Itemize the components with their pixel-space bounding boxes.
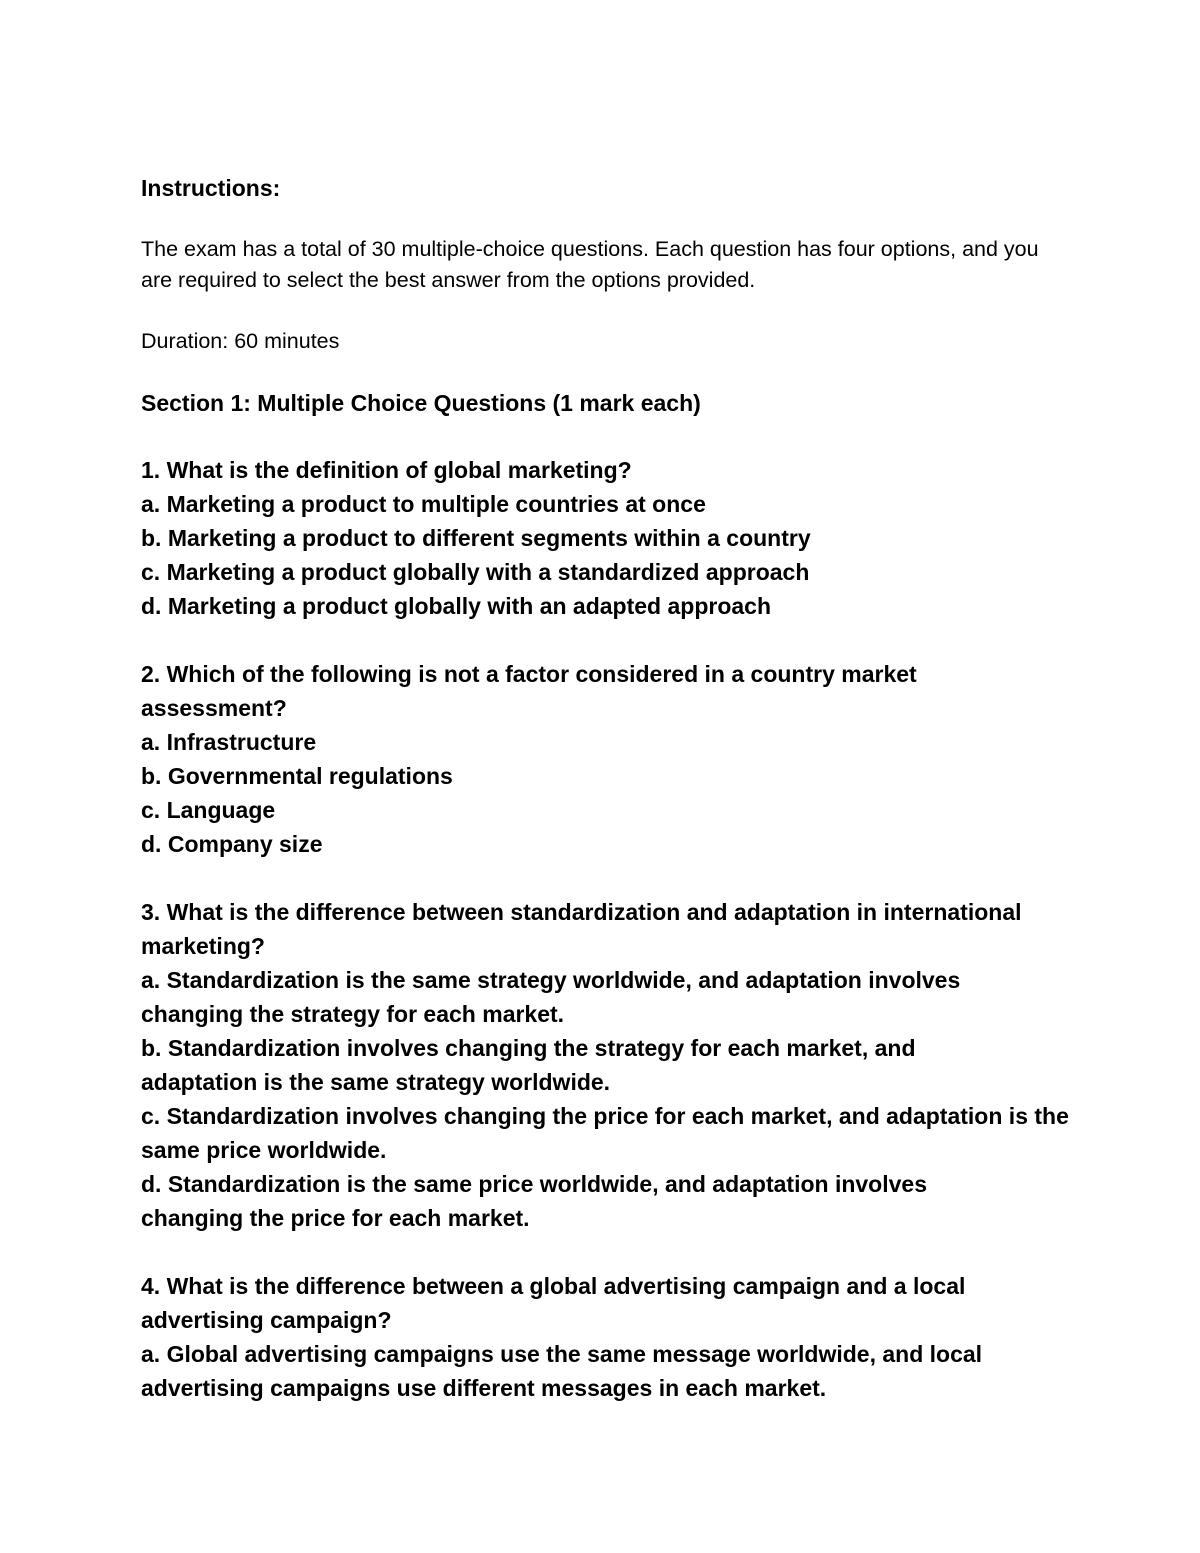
option-a: a. Marketing a product to multiple countries at once: [141, 491, 706, 517]
section-title: Section 1: Multiple Choice Questions (1 mark each): [141, 390, 701, 416]
instructions-body: The exam has a total of 30 multiple-choice questions. Each question has four options, and you are required to select the best answer from the options provided.: [141, 237, 1039, 292]
option-c: c. Marketing a product globally with a standardized approach: [141, 559, 810, 585]
option-d: d. Standardization is the same price worldwide, and adaptation involves changing the price for each market.: [141, 1171, 927, 1231]
question-block-3: [141, 895, 1071, 1235]
question-text: 2. Which of the following is not a factor considered in a country market assessment?: [141, 661, 917, 721]
document-page: [141, 172, 1071, 1405]
question-text: 1. What is the definition of global marketing?: [141, 457, 632, 483]
question-text: 4. What is the difference between a global advertising campaign and a local advertising campaign?: [141, 1273, 966, 1333]
option-a: a. Global advertising campaigns use the same message worldwide, and local advertising campaigns use different messages in each market.: [141, 1341, 983, 1401]
question-text: 3. What is the difference between standardization and adaptation in international marketing?: [141, 899, 1022, 959]
option-d: d. Company size: [141, 831, 323, 857]
question-block-4: [141, 1269, 1071, 1405]
question-block-2: [141, 657, 1071, 861]
instructions-heading: Instructions:: [141, 175, 281, 201]
option-c: c. Standardization involves changing the price for each market, and adaptation is the same price worldwide.: [141, 1103, 1069, 1163]
option-b: b. Governmental regulations: [141, 763, 453, 789]
option-b: b. Marketing a product to different segments within a country: [141, 525, 811, 551]
option-a: a. Infrastructure: [141, 729, 317, 755]
option-a: a. Standardization is the same strategy worldwide, and adaptation involves changing the strategy for each market.: [141, 967, 961, 1027]
option-c: c. Language: [141, 797, 276, 823]
duration-text: Duration: 60 minutes: [141, 329, 340, 353]
option-d: d. Marketing a product globally with an adapted approach: [141, 593, 772, 619]
option-b: b. Standardization involves changing the strategy for each market, and adaptation is the same strategy worldwide.: [141, 1035, 916, 1095]
question-block-1: [141, 453, 1071, 623]
